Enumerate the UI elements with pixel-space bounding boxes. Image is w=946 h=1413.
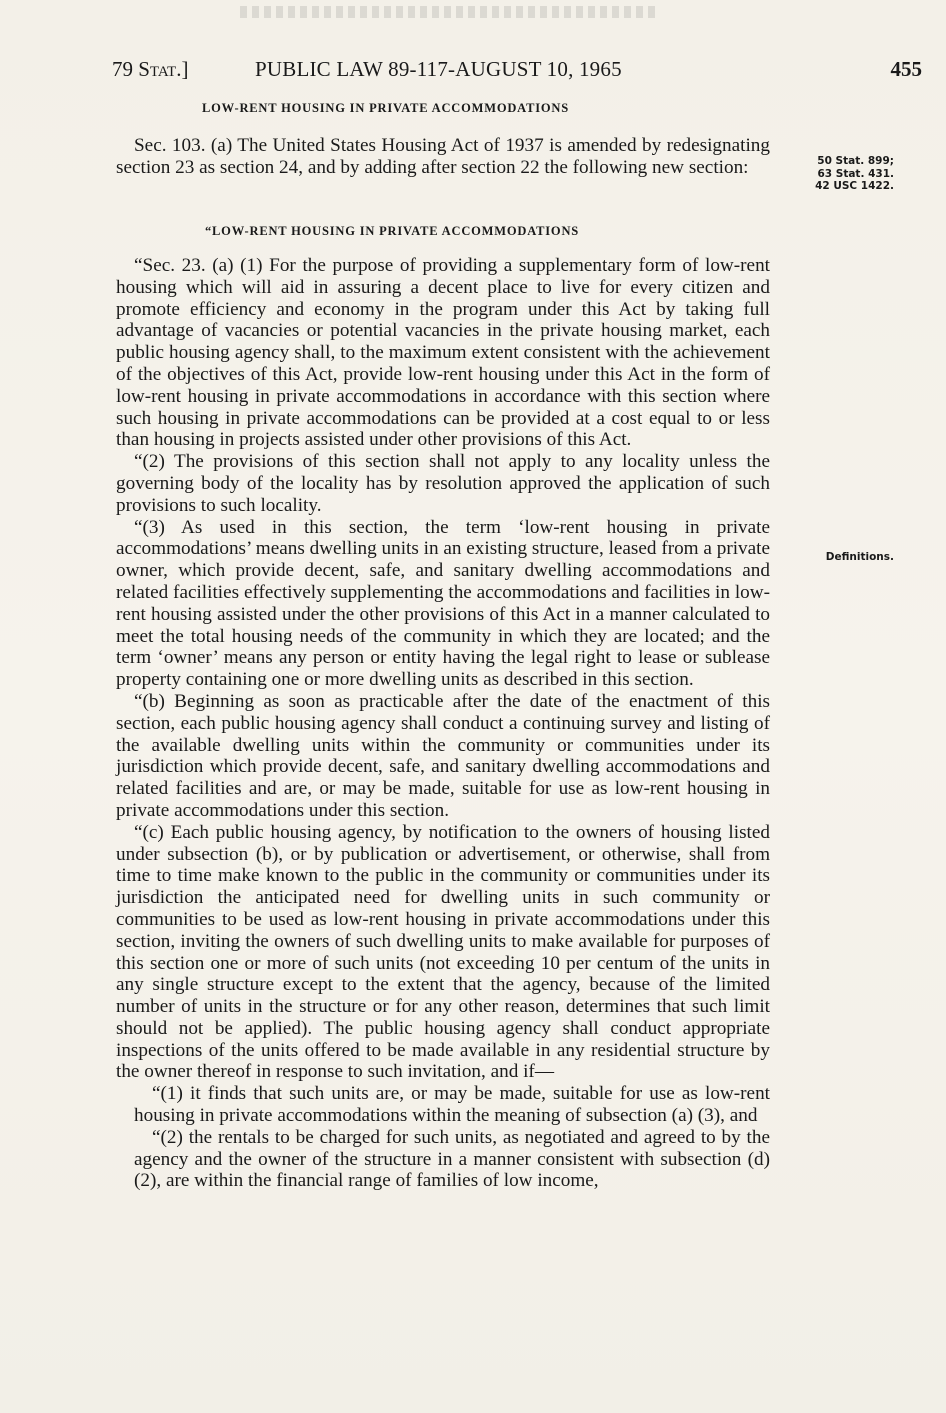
paragraph-c: “(c) Each public housing agency, by notification to the owners of housing listed under subsection (b), or by publication or advertisement, or otherwise, shall from time to time make known to the public in the community or communities under its jurisdiction the anticipated need for dwelling units in such community or communities to be used as low-rent housing in private accommodations under this section, inviting the owners of such dwelling units to make available for purposes of this section one or more of such units (not exceeding 10 per centum of the units in any single structure except to the extent that the agency, because of the limited number of units in the structure or for any other reason, determines that such limit should not be applied). The public housing agency shall conduct appropriate inspections of the units offered to be made available in any residential structure by the owner thereof in response to such invitation, and if— (116, 821, 770, 1083)
citation-margin-note (784, 155, 894, 193)
paragraph-a2: “(2) The provisions of this section shall not apply to any locality unless the governing body of the locality has by resolution approved the application of such provisions to such locality. (116, 451, 770, 516)
list-item-2: “(2) the rentals to be charged for such units, as negotiated and agreed to by the agency and the owner of the structure in a manner consistent with subsection (d) (2), are within the financial range of families of low income, (134, 1126, 770, 1192)
citation-line: 42 USC 1422. (815, 180, 894, 192)
section-heading: LOW-RENT HOUSING IN PRIVATE ACCOMMODATIONS (202, 101, 569, 115)
page-header (112, 57, 922, 87)
inserted-section-heading: “LOW-RENT HOUSING IN PRIVATE ACCOMMODATIONS (205, 224, 580, 238)
page-number: 455 (890, 57, 922, 81)
intro-paragraph: Sec. 103. (a) The United States Housing Act of 1937 is amended by redesignating section 23 as section 24, and by adding after section 22 the following new section: (116, 135, 770, 178)
header-title: PUBLIC LAW 89-117-AUGUST 10, 1965 (255, 57, 622, 81)
intro-paragraph-block (116, 135, 770, 179)
citation-line: 63 Stat. 431. (817, 167, 894, 180)
paragraph-a1: “Sec. 23. (a) (1) For the purpose of providing a supplementary form of low-rent housing which will aid in assuring a decent place to live for every citizen and promote efficiency and economy in the program under this Act by taking full advantage of vacancies or potential vacancies in the private housing market, each public housing agency shall, to the maximum extent consistent with the achievement of the objectives of this Act, provide low-rent housing under this Act in the form of low-rent housing in private accommodations in accordance with this section where such housing in private accommodations can be provided at a cost equal to or less than housing in projects assisted under other provisions of this Act. (116, 255, 770, 451)
citation-line: 50 Stat. 899; (817, 155, 894, 167)
statute-volume: 79 Stat.] (112, 57, 189, 81)
section-body (116, 255, 770, 1192)
paragraph-b: “(b) Beginning as soon as practicable after the date of the enactment of this section, each public housing agency shall conduct a continuing survey and listing of the available dwelling units within the community or communities under its jurisdiction which provide decent, safe, and sanitary dwelling accommodations and related facilities and are, or may be made, suitable for use as low-rent housing in private accommodations under this section. (116, 690, 770, 821)
paragraph-a3: “(3) As used in this section, the term ‘low-rent housing in private accommodations’ means dwelling units in an existing structure, leased from a private owner, which provide decent, safe, and sanitary dwelling accommodations and related facilities effectively supplementing the accommodations and facilities in low-rent housing assisted under the other provisions of this Act in a manner calculated to meet the total housing needs of the community in which they are located; and the term ‘owner’ means any person or entity having the legal right to lease or sublease property containing one or more dwelling units as described in this section. (116, 516, 770, 691)
bleed-through-text (240, 6, 660, 18)
definitions-margin-note: Definitions. (825, 551, 894, 563)
list-item-1: “(1) it finds that such units are, or may be made, suitable for use as low-rent housing in private accommodations within the meaning of subsection (a) (3), and (134, 1083, 770, 1127)
